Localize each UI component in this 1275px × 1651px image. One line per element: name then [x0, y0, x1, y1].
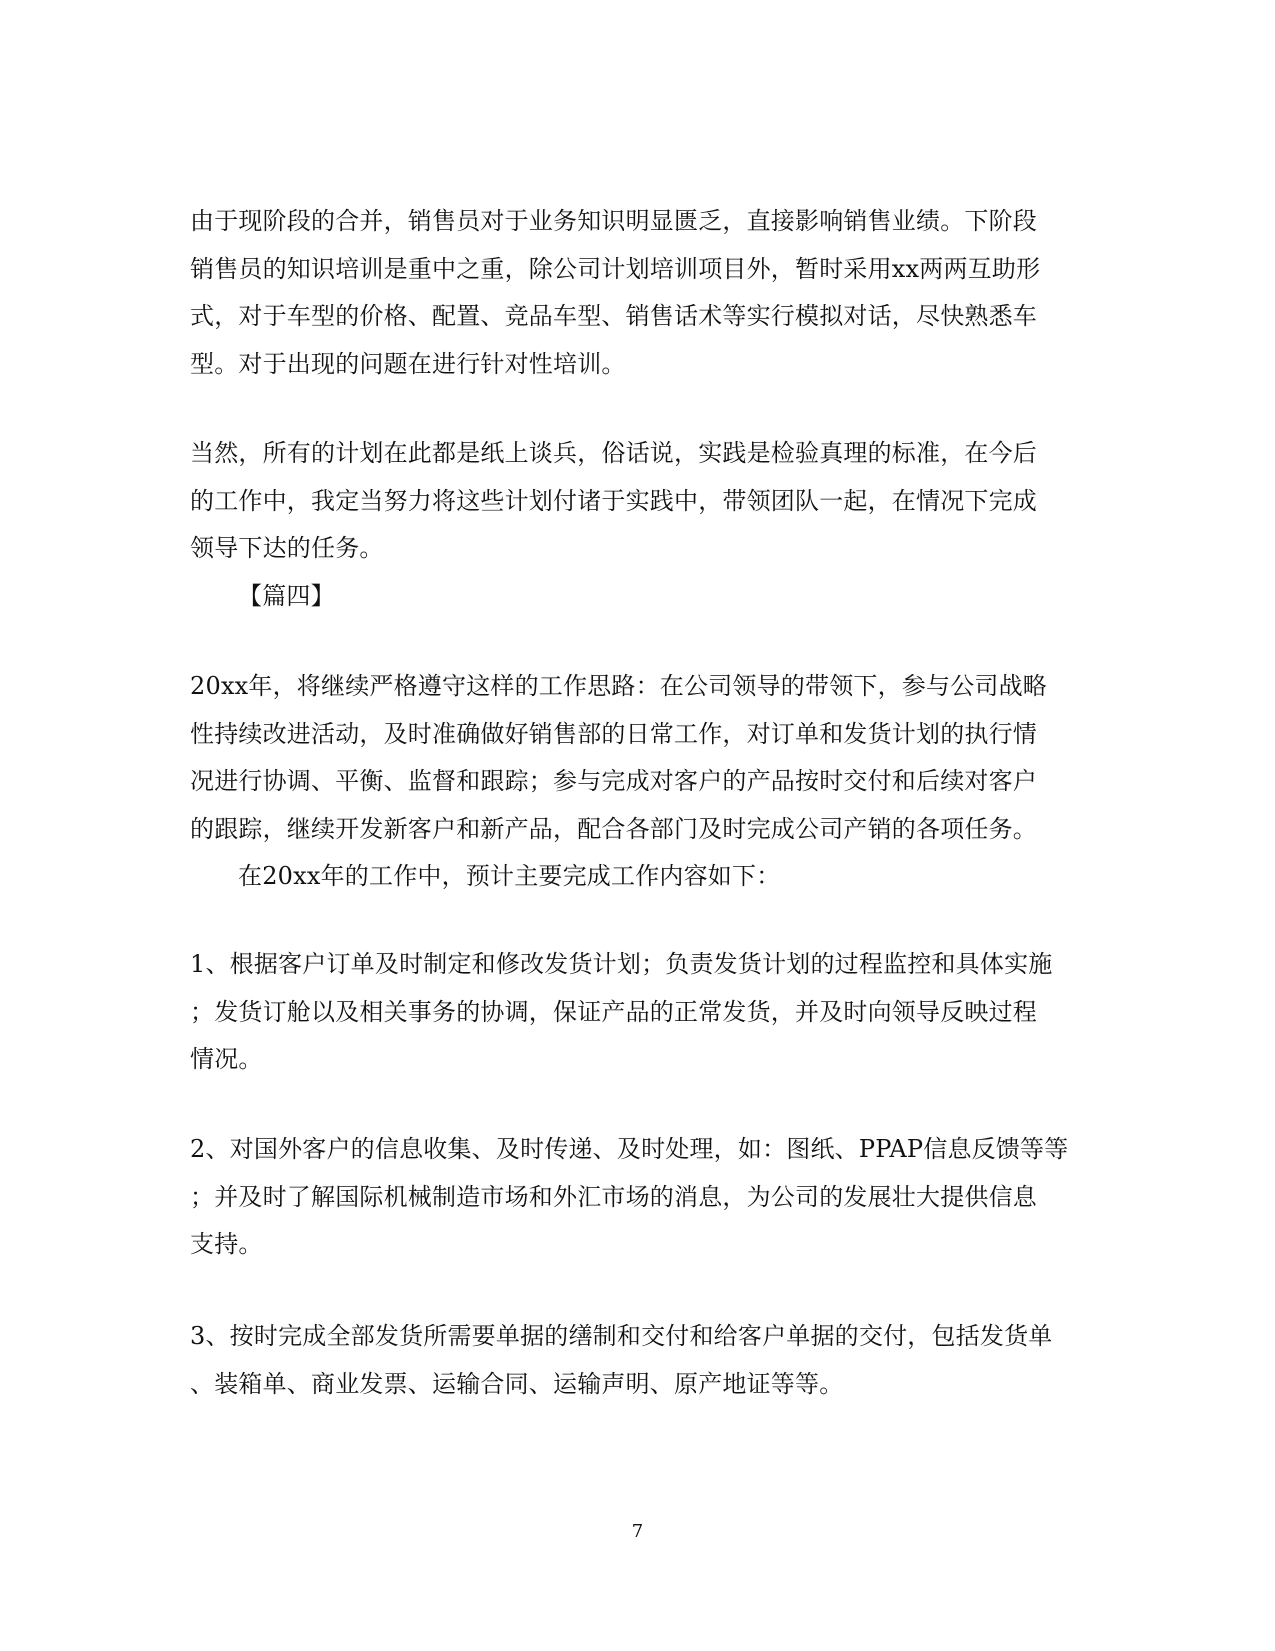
text-line: 支持。	[190, 1230, 263, 1258]
text-line: 3、按时完成全部发货所需要单据的缮制和交付和给客户单据的交付，包括发货单	[190, 1322, 1053, 1350]
text-line: 的工作中，我定当努力将这些计划付诸于实践中，带领团队一起，在情况下完成	[190, 486, 1037, 515]
text-line: 领导下达的任务。	[190, 534, 384, 562]
text-line: 性持续改进活动，及时准确做好销售部的日常工作，对订单和发货计划的执行情	[190, 719, 1037, 748]
text-line: 型。对于出现的问题在进行针对性培训。	[190, 349, 626, 378]
text-line: ；并及时了解国际机械制造市场和外汇市场的消息，为公司的发展壮大提供信息	[190, 1182, 1037, 1211]
list-item-3	[190, 1313, 1080, 1408]
text-line: 情况。	[190, 1045, 263, 1073]
text-line: 当然，所有的计划在此都是纸上谈兵，俗话说，实践是检验真理的标准，在今后	[190, 439, 1037, 467]
text-line: 由于现阶段的合并，销售员对于业务知识明显匮乏，直接影响销售业绩。下阶段	[190, 207, 1037, 235]
list-item-1	[190, 941, 1080, 1084]
text-line: 销售员的知识培训是重中之重，除公司计划培训项目外，暂时采用xx两两互助形	[190, 254, 1041, 283]
paragraph-training	[190, 198, 1080, 388]
text-line: 式，对于车型的价格、配置、竞品车型、销售话术等实行模拟对话，尽快熟悉车	[190, 302, 1037, 330]
section-heading-block	[190, 573, 1080, 621]
text-line: 的跟踪，继续开发新客户和新产品，配合各部门及时完成公司产销的各项任务。	[190, 814, 1037, 843]
paragraph-work-plan	[190, 663, 1080, 901]
text-line: 、装箱单、商业发票、运输合同、运输声明、原产地证等等。	[190, 1369, 844, 1398]
section-heading: 【篇四】	[238, 582, 335, 610]
text-line-indented: 在20xx年的工作中，预计主要完成工作内容如下：	[238, 862, 781, 890]
text-line: ；发货订舱以及相关事务的协调，保证产品的正常发货，并及时向领导反映过程	[190, 997, 1037, 1026]
paragraph-conclusion	[190, 430, 1080, 573]
list-item-2	[190, 1126, 1080, 1269]
text-line: 2、对国外客户的信息收集、及时传递、及时处理，如：图纸、PPAP信息反馈等等	[190, 1135, 1069, 1163]
text-line: 1、根据客户订单及时制定和修改发货计划；负责发货计划的过程监控和具体实施	[190, 950, 1053, 978]
text-line: 20xx年，将继续严格遵守这样的工作思路：在公司领导的带领下，参与公司战略	[190, 672, 1048, 700]
text-line: 况进行协调、平衡、监督和跟踪；参与完成对客户的产品按时交付和后续对客户	[190, 767, 1037, 795]
page-number: 7	[631, 1521, 644, 1542]
